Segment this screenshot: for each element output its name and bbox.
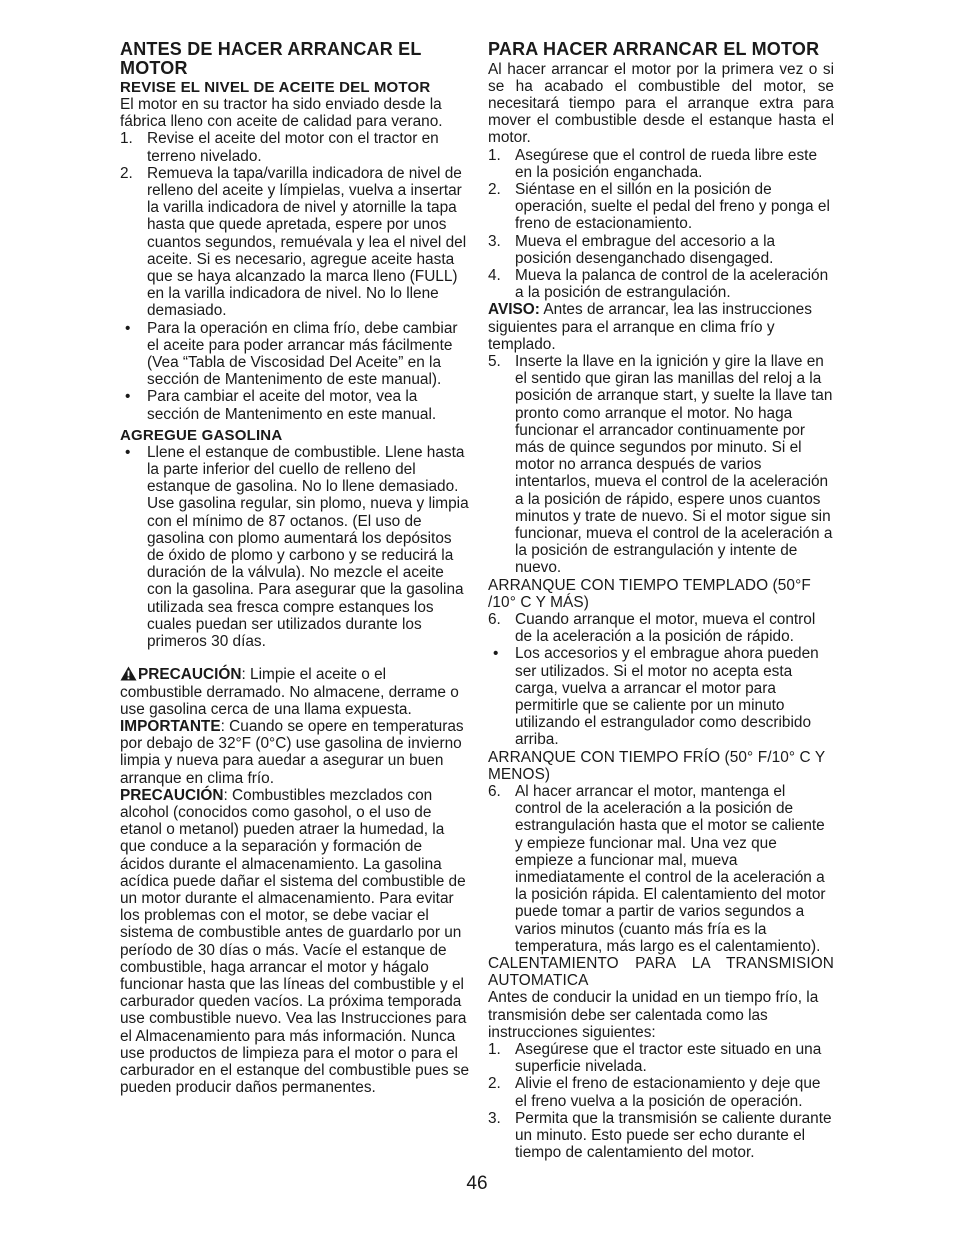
left-column: [120, 40, 470, 1096]
oil-level-heading: REVISE EL NIVEL DE ACEITE DEL MOTOR: [120, 79, 431, 96]
starting-intro: Al hacer arrancar el motor por la primera vez o si se ha acabado el combustible del motor, se necesitará tiempo para el arranque extra para mover el combustible desde el estanque hasta el motor.: [488, 60, 834, 147]
notice-paragraph: AVISO: Antes de arrancar, lea las instrucciones siguientes para el arranque en clima frío y templado.: [488, 301, 812, 353]
important-label: IMPORTANTE: [120, 717, 221, 735]
warning-triangle-icon: [120, 666, 137, 681]
list-item: 1. Asegúrese que el control de rueda libre este en la posición enganchada.: [488, 146, 818, 181]
gasoline-bullets: [120, 444, 470, 650]
warm-weather-bullets: [488, 645, 834, 748]
list-item: 5. Inserte la llave en la ignición y gire la llave en el sentido que giran las manillas del reloj a la posición de arranque start, y suelte la llave tan pronto como arranque el motor. No haga funcionar el arrancador continuamente por más de quince segundos por minuto. Si el motor no arranca después de varios intentarlos, mueva el control de la aceleración a la posición de rápido, espere unos cuantos minutos y trate de nuevo. Si el motor sigue sin funcionar, mueva el control de la aceleración a la posición de estrangulación y intente de nuevo.: [488, 352, 833, 577]
transmission-warmup-steps: [488, 1041, 834, 1161]
important-paragraph: IMPORTANTE: Cuando se opere en temperaturas por debajo de 32°F (0°C) use gasolina de invierno limpia y nueva para auedar a asegurar un buen arranque en clima frío.: [120, 717, 464, 787]
list-item: • Para cambiar el aceite del motor, vea la sección de Mantenimento en este manual.: [125, 388, 437, 423]
starting-steps: [488, 147, 834, 302]
cold-weather-steps: [488, 783, 834, 955]
list-item: 4. Mueva la palanca de control de la aceleración a la posición de estrangulación.: [488, 266, 829, 302]
right-column: [488, 40, 834, 1162]
list-item: 6. Al hacer arrancar el motor, mantenga el control de la aceleración a la posición de estrangulación hasta que el motor se caliente y empieze funcionar mal. Una vez que empieze a funcionar mal, mueva inmediatamente el control de la aceleración a la posición rápida. El calentamiento del motor puede tomar a partir de varios segundos a varios minutos (cuanto más fría es la temperatura, más largo es el calentamiento).: [488, 783, 826, 955]
warm-weather-steps: [488, 611, 834, 645]
cold-weather-heading: ARRANQUE CON TIEMPO FRÍO (50° F/10° C Y MENOS): [488, 748, 825, 783]
caution-paragraph-1: PRECAUCIÓN: Limpie el aceite o el combustible derramado. No almacene, derrame o use gasolina cerca de una llama expuesta.: [120, 666, 459, 718]
list-item: 1. Asegúrese que el tractor este situado en una superficie nivelada.: [488, 1041, 822, 1076]
oil-bullets: [120, 320, 470, 423]
section-title-before-starting: ANTES DE HACER ARRANCAR EL MOTOR: [120, 39, 422, 78]
page-number: 46: [466, 1173, 488, 1194]
transmission-warmup-heading: CALENTAMIENTO PARA LA TRANSMISION AUTOMATICA: [488, 955, 834, 990]
list-item: 3. Permita que la transmisión se caliente durante un minuto. Esto puede ser echo durante el tiempo de calentamiento del motor.: [488, 1109, 832, 1162]
transmission-warmup-intro: Antes de conducir la unidad en un tiempo frío, la transmisión debe ser calentada como las instrucciones siguientes:: [488, 989, 819, 1041]
list-item: • Los accesorios y el embrague ahora pueden ser utilizados. Si el motor no acepta esta carga, vuelva a arrancar el motor para permitirle que se caliente por un minuto utilizando el estrangulador como describido arriba.: [493, 645, 819, 749]
list-item: • Para la operación en clima frío, debe cambiar el aceite para poder arrancar más fácilmente (Vea “Tabla de Viscosidad Del Aceite” en la sección de Mantenimento de este manual).: [125, 319, 458, 389]
list-item: • Llene el estanque de combustible. Llene hasta la parte inferior del cuello de relleno del estanque de gasolina. No lo llene demasiado. Use gasolina regular, sin plomo, nueva y limpia con el mínimo de 87 octanos. (El uso de gasolina con plomo aumentará los depósitos de óxido de plomo y carbono y se reducirá la duración de la válvula). No mezcle el aceite con la gasolina. Para asegurar que la gasolina utilizada sea fresca compre estanques los cuales puedan ser utilizados durante los primeros 30 días.: [125, 443, 469, 651]
notice-label: AVISO:: [488, 301, 540, 319]
caution-paragraph-2: PRECAUCIÓN: Combustibles mezclados con alcohol (conocidos como gasohol, o el uso de etanol o metanol) pueden atraer la humedad, la que conduce a la separación y formación de ácidos durante el almacenamiento. La gasolina acídica puede dañar el sistema del combustible de un motor durante el almacenamiento. Para evitar los problemas con el motor, se debe vaciar el sistema de combustible antes de guardarlo por un período de 30 días o más. Vacíe el estanque de combustible, haga arrancar el motor y hágalo funcionar hasta que las líneas del combustible y el carburador queden vacíos. La próxima temporada use combustible nuevo. Vea las Instrucciones para el Almacenamiento para más información. Nunca use productos de limpieza para el motor o para el carburador en el estanque del combustible pues se pueden producir daños permanentes.: [120, 786, 470, 1097]
list-item: 1. Revise el aceite del motor con el tractor en terreno nivelado.: [120, 130, 439, 165]
list-item: 2. Siéntase en el sillón en la posición de operación, suelte el pedal del freno y ponga el freno de estacionamiento.: [488, 180, 830, 233]
warm-weather-heading: ARRANQUE CON TIEMPO TEMPLADO (50°F /10° C Y MÁS): [488, 576, 811, 611]
list-item: 2. Remueva la tapa/varilla indicadora de nivel de relleno del aceite y límpielas, vuelva a insertar la varilla indicadora de nivel y atornille la tapa hasta que quede apretada, espere por unos cuantos segundos, remuévala y lea el nivel del aceite. Si es necesario, agregue aceite hasta que se haya alcanzado la marca lleno (FULL) en la varilla indicadora de nivel. No lo llene demasiado.: [120, 164, 467, 320]
oil-steps: [120, 130, 470, 319]
caution-label: PRECAUCIÓN: [138, 666, 242, 684]
list-item: 6. Cuando arranque el motor, mueva el control de la aceleración a la posición de rápido.: [488, 611, 816, 646]
starting-steps-continued: [488, 353, 834, 577]
section-title-starting-engine: PARA HACER ARRANCAR EL MOTOR: [488, 39, 820, 59]
oil-intro: El motor en su tractor ha sido enviado desde la fábrica lleno con aceite de calidad para verano.: [120, 96, 443, 131]
add-gasoline-heading: AGREGUE GASOLINA: [120, 426, 283, 444]
list-item: 2. Alivie el freno de estacionamiento y deje que el freno vuelva a la posición de operación.: [488, 1075, 821, 1110]
list-item: 3. Mueva el embrague del accesorio a la posición desenganchado disengaged.: [488, 232, 776, 267]
caution-label: PRECAUCIÓN: [120, 786, 224, 804]
